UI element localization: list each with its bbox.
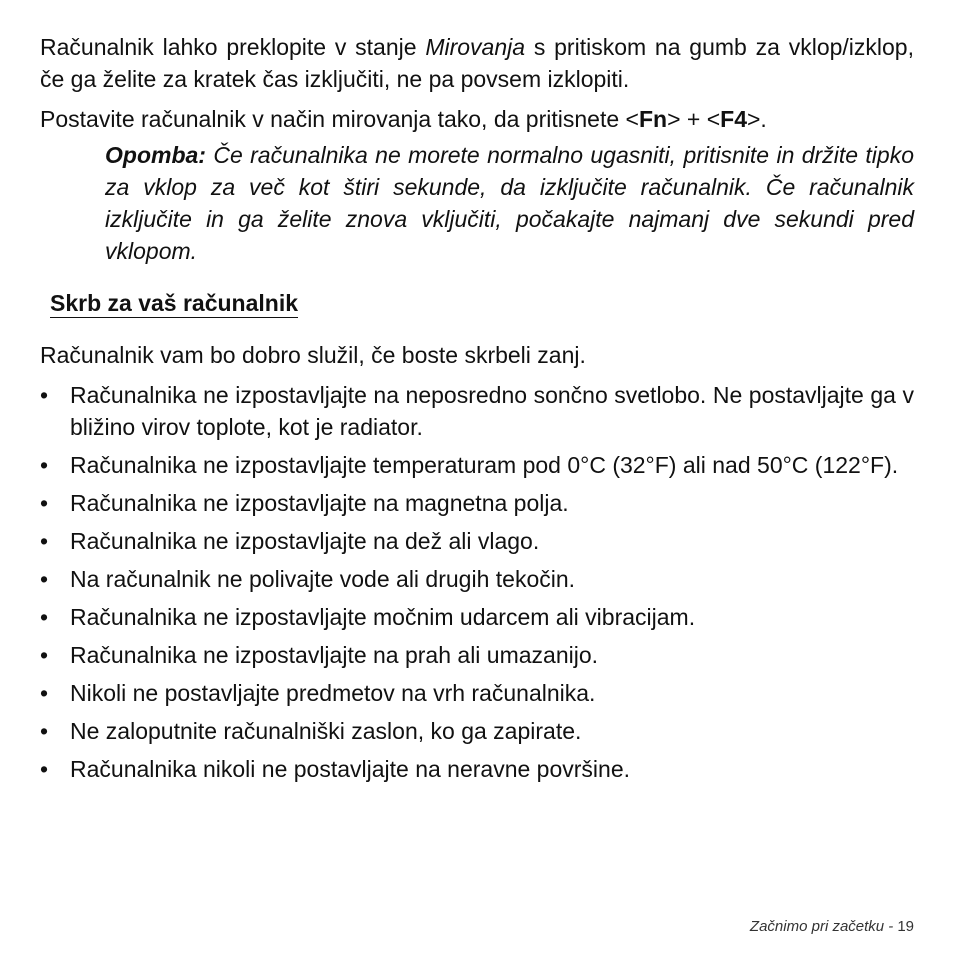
paragraph-intro: Računalnik vam bo dobro služil, če boste skrbeli zanj. xyxy=(40,342,586,368)
key-fn: Fn xyxy=(638,106,668,132)
list-item xyxy=(40,715,914,747)
list-item-text: Računalnika ne izpostavljajte na magnetna polja. xyxy=(70,490,569,516)
list-item-text: Računalnika ne izpostavljajte na dež ali vlago. xyxy=(70,528,540,554)
bullet-icon: • xyxy=(40,680,49,706)
bullet-icon: • xyxy=(40,642,49,668)
page-number: 19 xyxy=(897,918,914,935)
paragraph-sleep-shortcut xyxy=(40,103,914,135)
list-item-text: Računalnika ne izpostavljajte temperaturam pod 0°C (32°F) ali nad 50°C (122°F). xyxy=(70,452,899,478)
list-item xyxy=(40,677,914,709)
list-item-text: Računalnika ne izpostavljajte močnim udarcem ali vibracijam. xyxy=(70,604,696,630)
bullet-icon: • xyxy=(40,566,49,592)
list-item xyxy=(40,379,914,443)
term-mirovanja: Mirovanja xyxy=(425,34,526,60)
list-item xyxy=(40,639,914,671)
note-label: Opomba: xyxy=(105,142,206,168)
key-f4: F4 xyxy=(720,106,747,132)
list-item-text: Računalnika ne izpostavljajte na neposredno sončno svetlobo. Ne postavljajte ga v bližino virov toplote, kot je radiator. xyxy=(70,382,914,440)
section-heading-wrap xyxy=(40,287,914,319)
list-item-text: Ne zaloputnite računalniški zaslon, ko ga zapirate. xyxy=(70,718,582,744)
bullet-icon: • xyxy=(40,382,49,408)
document-page xyxy=(40,31,914,791)
bullet-icon: • xyxy=(40,718,49,744)
bullet-icon: • xyxy=(40,756,49,782)
list-item xyxy=(40,601,914,633)
list-item-text: Na računalnik ne polivajte vode ali drugih tekočin. xyxy=(70,566,576,592)
bullet-icon: • xyxy=(40,490,49,516)
list-item xyxy=(40,753,914,785)
paragraph-sleep-mode xyxy=(40,31,914,95)
list-item-text: Računalnika ne izpostavljajte na prah ali umazanijo. xyxy=(70,642,599,668)
note-text: Če računalnika ne morete normalno ugasniti, pritisnite in držite tipko za vklop za več kot štiri sekunde, da izključite računalnik. Če računalnik izključite in ga želite znova vključiti, počakajte najmanj dve sekundi pred vklopom. xyxy=(105,142,914,264)
list-item-text: Nikoli ne postavljajte predmetov na vrh računalnika. xyxy=(70,680,596,706)
text-span: s pritiskom na gumb za vklop/izklop, če ga želite za kratek čas izključiti, ne pa povsem izklopiti. xyxy=(40,34,914,92)
care-bullet-list xyxy=(40,379,914,785)
list-item xyxy=(40,563,914,595)
bullet-icon: • xyxy=(40,452,49,478)
section-heading: Skrb za vaš računalnik xyxy=(50,290,299,316)
list-item-text: Računalnika nikoli ne postavljajte na neravne površine. xyxy=(70,756,631,782)
bullet-icon: • xyxy=(40,528,49,554)
text-span: Postavite računalnik v način mirovanja tako, da pritisnete < xyxy=(40,106,639,132)
bullet-icon: • xyxy=(40,604,49,630)
text-span: >. xyxy=(747,106,767,132)
list-item xyxy=(40,449,914,481)
footer-section-title: Začnimo pri začetku - xyxy=(749,918,894,935)
page-footer xyxy=(750,918,914,935)
note-block xyxy=(105,139,914,267)
text-span: > + < xyxy=(667,106,721,132)
list-item xyxy=(40,487,914,519)
text-span: Računalnik lahko preklopite v stanje xyxy=(40,34,426,60)
list-item xyxy=(40,525,914,557)
